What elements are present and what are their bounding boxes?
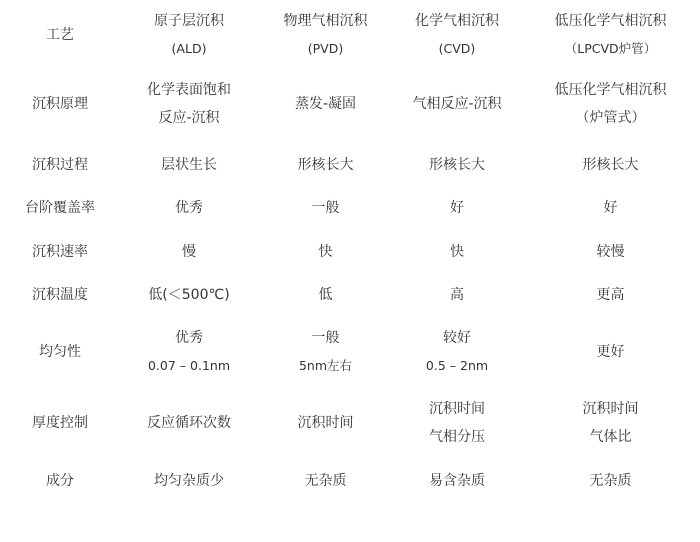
cell-line: 反应-沉积	[158, 110, 220, 126]
table-cell: 一般	[311, 200, 340, 216]
column-name-lpcvd: 低压化学气相沉积	[554, 13, 667, 29]
table-row	[0, 317, 700, 387]
column-name-ald: 原子层沉积	[154, 13, 224, 29]
table-cell: 易含杂质	[429, 473, 485, 489]
column-abbr-cvd: (CVD)	[438, 41, 476, 56]
table-cell	[120, 64, 258, 144]
cell-line: 气相反应-沉积	[412, 96, 502, 112]
cell-line: 化学表面饱和	[147, 82, 231, 98]
row-label: 均匀性	[39, 344, 81, 360]
table-cell	[120, 387, 258, 459]
table-cell	[258, 317, 393, 387]
table-row	[0, 387, 700, 459]
cell-line: 蒸发-凝固	[294, 96, 357, 112]
table-cell: 慢	[182, 243, 196, 260]
table-cell	[521, 64, 700, 144]
cell-line: 低压化学气相沉积	[554, 82, 667, 98]
table-row	[0, 459, 700, 503]
table-row	[0, 230, 700, 273]
table-cell: 优秀	[175, 200, 203, 216]
column-abbr-lpcvd: （LPCVD炉管）	[564, 41, 657, 56]
cell-line: 气相分压	[429, 429, 485, 445]
table-cell	[521, 317, 700, 387]
table-cell	[521, 387, 700, 459]
row-label: 沉积原理	[32, 96, 88, 112]
table-cell	[393, 64, 521, 144]
row-label: 台阶覆盖率	[25, 200, 95, 216]
table-cell	[393, 387, 521, 459]
table-row	[0, 186, 700, 230]
table-cell: 较慢	[596, 243, 625, 260]
column-name-cvd: 化学气相沉积	[415, 13, 499, 29]
table-cell	[120, 317, 258, 387]
cell-line: 更好	[596, 344, 625, 360]
cell-line: 优秀	[175, 330, 203, 346]
table-cell: 高	[450, 287, 464, 303]
table-cell: 均匀杂质少	[154, 473, 224, 489]
header-label: 工艺	[46, 27, 74, 43]
table-cell: 低	[318, 287, 333, 303]
row-label: 沉积温度	[32, 287, 88, 303]
table-cell: 无杂质	[589, 473, 632, 489]
column-abbr-ald: (ALD)	[171, 41, 207, 56]
header-cell-pvd	[258, 6, 393, 64]
header-cell-cvd	[393, 6, 521, 64]
cell-line: 5nm左右	[298, 358, 353, 373]
table-cell: 好	[603, 200, 618, 216]
table-cell	[258, 387, 393, 459]
cell-line: 沉积时间	[582, 401, 639, 417]
column-abbr-pvd: (PVD)	[307, 41, 344, 56]
cell-line: （炉管式）	[575, 110, 646, 126]
process-comparison-table	[0, 6, 700, 503]
table-row	[0, 273, 700, 317]
table-cell: 层状生长	[161, 157, 217, 173]
cell-line: 较好	[443, 330, 471, 346]
cell-line: 一般	[311, 330, 340, 346]
row-label: 厚度控制	[32, 415, 88, 431]
table-cell: 好	[450, 200, 464, 216]
row-label: 沉积速率	[32, 243, 88, 260]
table-cell	[258, 64, 393, 144]
table-row	[0, 144, 700, 186]
table-cell: 形核长大	[582, 157, 639, 173]
row-label: 成分	[46, 473, 74, 489]
cell-line: 0.5 – 2nm	[425, 358, 489, 373]
header-cell-ald	[120, 6, 258, 64]
cell-line: 沉积时间	[429, 401, 485, 417]
table-cell: 快	[450, 243, 464, 260]
header-label-cell	[0, 6, 120, 64]
table-cell: 快	[318, 243, 333, 260]
table-cell: 形核长大	[429, 157, 485, 173]
row-label: 沉积过程	[32, 157, 88, 173]
header-row	[0, 6, 700, 64]
table-cell: 形核长大	[297, 157, 354, 173]
cell-line: 气体比	[589, 429, 632, 445]
header-cell-lpcvd	[521, 6, 700, 64]
table-cell: 低(＜500℃)	[148, 287, 230, 303]
cell-line: 沉积时间	[297, 415, 354, 431]
column-name-pvd: 物理气相沉积	[283, 13, 368, 29]
table-cell	[393, 317, 521, 387]
cell-line: 0.07 – 0.1nm	[147, 358, 230, 373]
table-cell: 无杂质	[304, 473, 347, 489]
table-cell: 更高	[596, 287, 625, 303]
table-row	[0, 64, 700, 144]
cell-line: 反应循环次数	[147, 415, 231, 431]
